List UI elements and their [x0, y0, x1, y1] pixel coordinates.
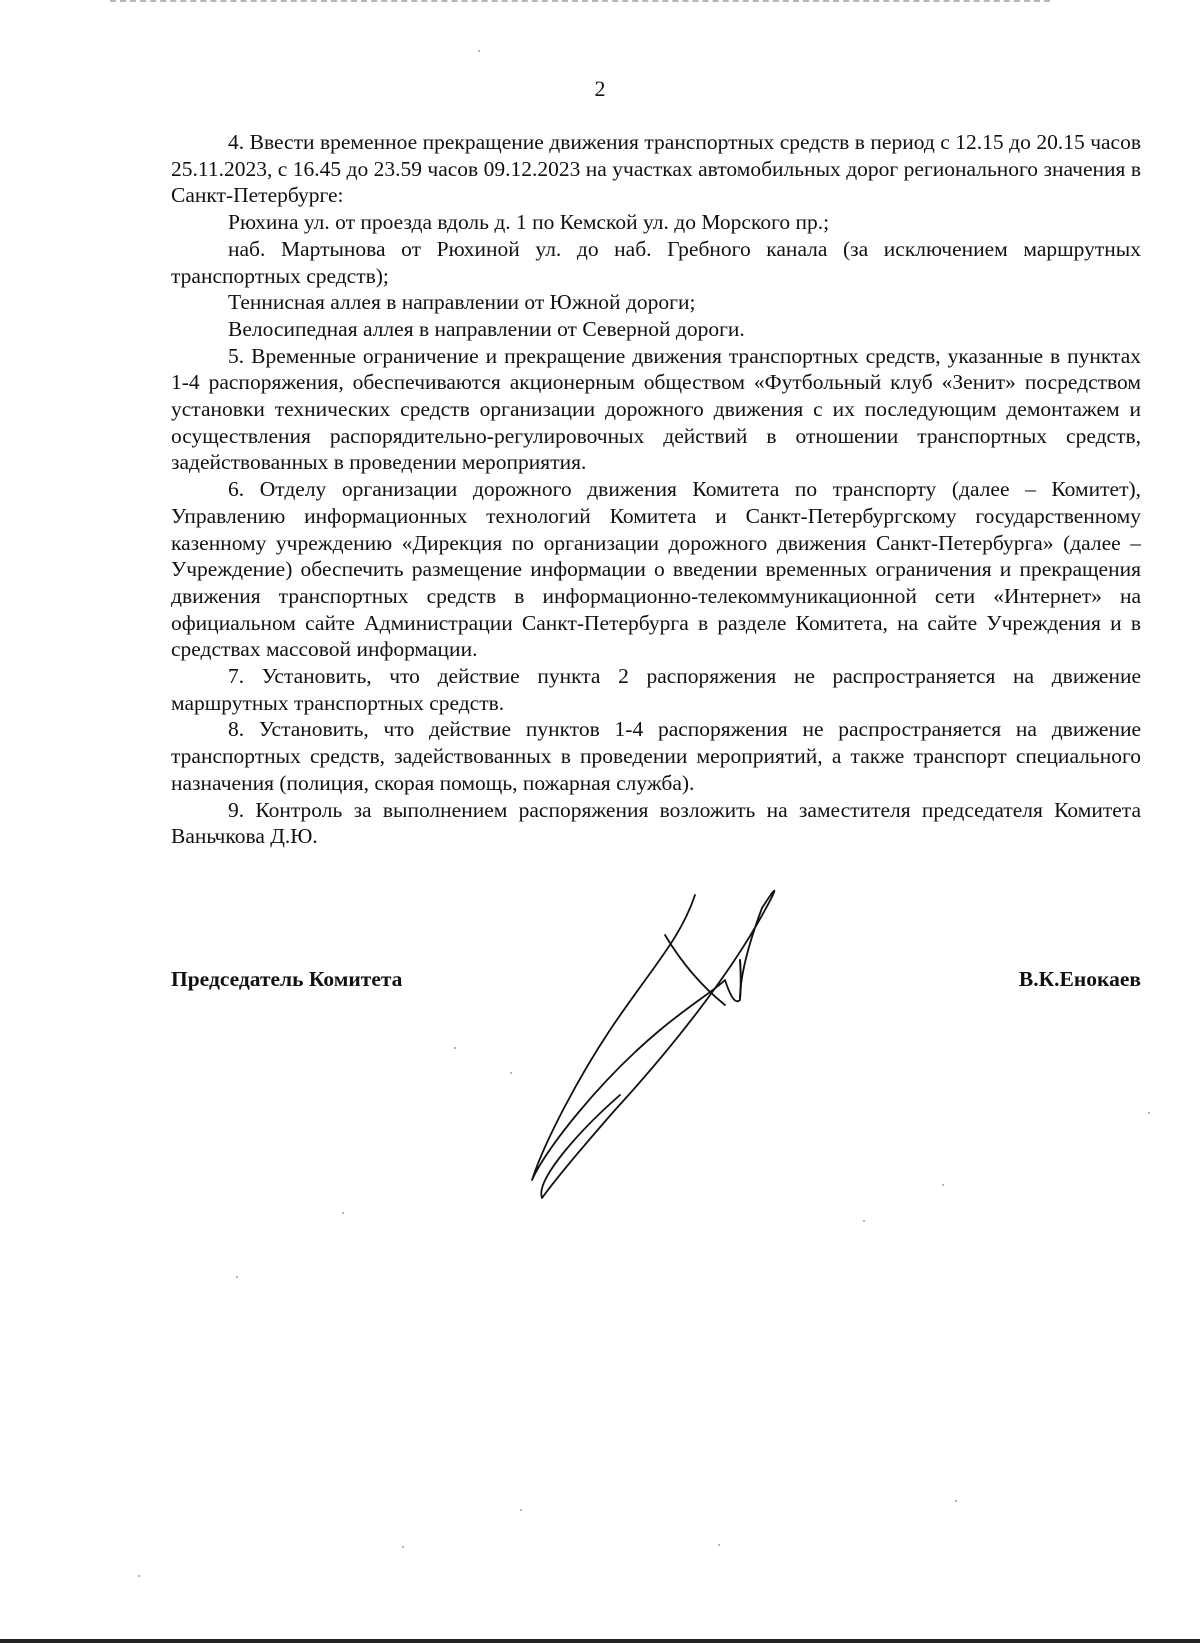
- document-body: [171, 129, 1141, 850]
- scan-speck: [955, 1500, 957, 1502]
- scan-speck: [942, 1184, 944, 1186]
- scan-top-edge: [110, 0, 1050, 4]
- handwritten-signature: [520, 880, 820, 1240]
- scan-speck: [718, 1544, 720, 1546]
- signer-name: В.К.Енокаев: [1018, 967, 1141, 991]
- paragraph-7: 7. Установить, что действие пункта 2 распоряжения не распространяется на движение маршрутных транспортных средств.: [171, 664, 1141, 715]
- scan-speck: [520, 1509, 522, 1511]
- scan-speck: [510, 1072, 512, 1074]
- scan-speck: [402, 1546, 404, 1548]
- scan-speck: [236, 1276, 238, 1278]
- paragraph-4-item-4: Велосипедная аллея в направлении от Северной дороги.: [228, 316, 745, 341]
- scan-speck: [863, 1220, 865, 1222]
- paragraph-5: 5. Временные ограничение и прекращение движения транспортных средств, указанные в пунктах 1-4 распоряжения, обеспечиваются акционерным обществом «Футбольный клуб «Зенит» посредством установки технических средств организации дорожного движения с их последующим демонтажем и осуществления распорядительно-регулировочных действий в отношении транспортных средств, задействованных в проведении мероприятия.: [171, 343, 1141, 475]
- scan-speck: [478, 50, 480, 52]
- paragraph-4-item-1: Рюхина ул. от проезда вдоль д. 1 по Кемской ул. до Морского пр.;: [228, 210, 830, 235]
- paragraph-6: 6. Отделу организации дорожного движения Комитета по транспорту (далее – Комитет), Управлению информационных технологий Комитета и Санкт-Петербургскому государственному казенному учреждению «Дирекция по организации дорожного движения Санкт-Петербурга» (далее – Учреждение) обеспечить размещение информации о введении временных ограничения и прекращения движения транспортных средств в информационно-телекоммуникационной сети «Интернет» на официальном сайте Администрации Санкт-Петербурга в разделе Комитета, на сайте Учреждения и в средствах массовой информации.: [171, 477, 1141, 662]
- scan-speck: [1148, 1112, 1150, 1114]
- paragraph-4: 4. Ввести временное прекращение движения транспортных средств в период с 12.15 до 20.15 часов 25.11.2023, с 16.45 до 23.59 часов 09.12.2023 на участках автомобильных дорог регионального значения в Санкт-Петербурге:: [171, 130, 1141, 208]
- scan-speck: [138, 1575, 140, 1577]
- signer-title: Председатель Комитета: [171, 967, 403, 991]
- paragraph-4-item-3: Теннисная аллея в направлении от Южной дороги;: [228, 290, 696, 315]
- scan-speck: [342, 1212, 344, 1214]
- paragraph-4-item-2: наб. Мартынова от Рюхиной ул. до наб. Гребного канала (за исключением маршрутных транспортных средств);: [171, 236, 1141, 288]
- scan-speck: [454, 1047, 456, 1049]
- scan-bottom-edge: [0, 1639, 1200, 1643]
- page-number: 2: [594, 76, 606, 101]
- paragraph-8: 8. Установить, что действие пунктов 1-4 распоряжения не распространяется на движение транспортных средств, задействованных в проведении мероприятий, а также транспорт специального назначения (полиция, скорая помощь, пожарная служба).: [171, 717, 1141, 795]
- paragraph-9: 9. Контроль за выполнением распоряжения возложить на заместителя председателя Комитета Ваньчкова Д.Ю.: [171, 797, 1141, 849]
